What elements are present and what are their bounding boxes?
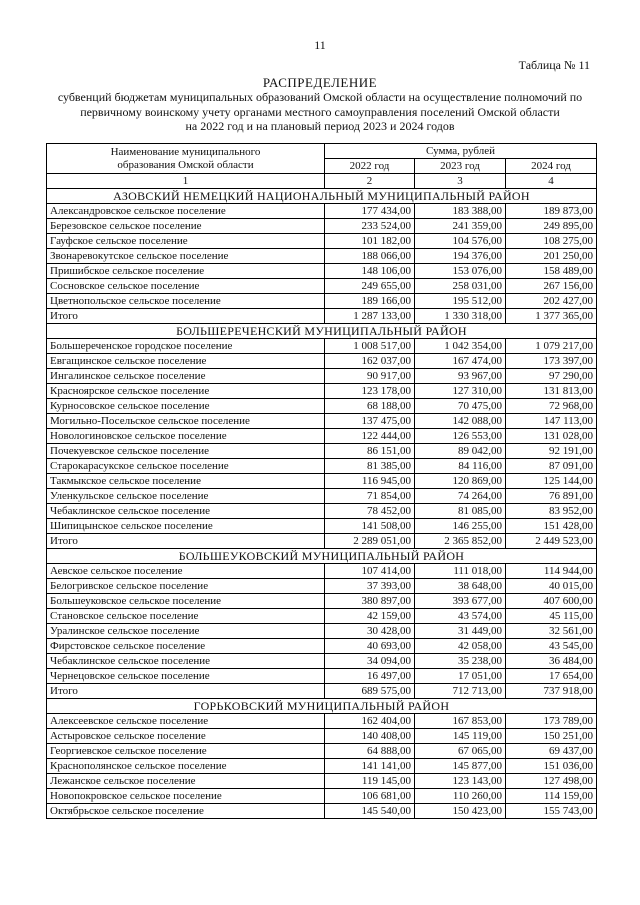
settlement-name-cell: Астыровское сельское поселение <box>47 729 325 744</box>
district-name: БОЛЬШЕУКОВСКИЙ МУНИЦИПАЛЬНЫЙ РАЙОН <box>47 549 597 564</box>
amount-cell: 140 408,00 <box>325 729 415 744</box>
settlement-name-cell: Сосновское сельское поселение <box>47 279 325 294</box>
amount-cell: 167 474,00 <box>415 354 506 369</box>
amount-cell: 123 143,00 <box>415 774 506 789</box>
table-row <box>47 669 597 684</box>
amount-cell: 146 255,00 <box>415 519 506 534</box>
amount-cell: 71 854,00 <box>325 489 415 504</box>
amount-cell: 233 524,00 <box>325 219 415 234</box>
amount-cell: 131 028,00 <box>506 429 597 444</box>
settlement-name-cell: Фирстовское сельское поселение <box>47 639 325 654</box>
table-row <box>47 444 597 459</box>
settlement-name-cell: Евгащинское сельское поселение <box>47 354 325 369</box>
amount-cell: 126 553,00 <box>415 429 506 444</box>
amount-cell: 201 250,00 <box>506 249 597 264</box>
table-row <box>47 384 597 399</box>
table-row <box>47 279 597 294</box>
amount-cell: 195 512,00 <box>415 294 506 309</box>
amount-cell: 2 449 523,00 <box>506 534 597 549</box>
settlement-name-cell: Итого <box>47 534 325 549</box>
table-row <box>47 744 597 759</box>
amount-cell: 107 414,00 <box>325 564 415 579</box>
amount-cell: 104 576,00 <box>415 234 506 249</box>
amount-cell: 84 116,00 <box>415 459 506 474</box>
amount-cell: 689 575,00 <box>325 684 415 699</box>
header-year: 2024 год <box>506 159 597 174</box>
table-row <box>47 579 597 594</box>
table-row <box>47 714 597 729</box>
amount-cell: 72 968,00 <box>506 399 597 414</box>
table-row <box>47 264 597 279</box>
table-row <box>47 369 597 384</box>
amount-cell: 173 789,00 <box>506 714 597 729</box>
settlement-name-cell: Чебаклинское сельское поселение <box>47 504 325 519</box>
settlement-name-cell: Шипицынское сельское поселение <box>47 519 325 534</box>
amount-cell: 35 238,00 <box>415 654 506 669</box>
header-col-number: 4 <box>506 174 597 189</box>
table-row <box>47 474 597 489</box>
subtitle-line: первичному воинскому учету органами местного самоуправления поселений Омской области <box>80 104 560 119</box>
amount-cell: 42 159,00 <box>325 609 415 624</box>
settlement-name-cell: Краснополянское сельское поселение <box>47 759 325 774</box>
settlement-name-cell: Уралинское сельское поселение <box>47 624 325 639</box>
amount-cell: 1 042 354,00 <box>415 339 506 354</box>
settlement-name-cell: Новопокровское сельское поселение <box>47 789 325 804</box>
amount-cell: 407 600,00 <box>506 594 597 609</box>
amount-cell: 36 484,00 <box>506 654 597 669</box>
settlement-name-cell: Гауфское сельское поселение <box>47 234 325 249</box>
amount-cell: 110 260,00 <box>415 789 506 804</box>
amount-cell: 141 141,00 <box>325 759 415 774</box>
settlement-name-cell: Итого <box>47 309 325 324</box>
amount-cell: 167 853,00 <box>415 714 506 729</box>
district-row <box>47 549 597 564</box>
amount-cell: 69 437,00 <box>506 744 597 759</box>
settlement-name-cell: Белогривское сельское поселение <box>47 579 325 594</box>
table-row <box>47 309 597 324</box>
amount-cell: 194 376,00 <box>415 249 506 264</box>
table-row <box>47 204 597 219</box>
settlement-name-cell: Старокарасукское сельское поселение <box>47 459 325 474</box>
settlement-name-cell: Звонаревокутское сельское поселение <box>47 249 325 264</box>
amount-cell: 145 877,00 <box>415 759 506 774</box>
settlement-name-cell: Чернецовское сельское поселение <box>47 669 325 684</box>
amount-cell: 150 251,00 <box>506 729 597 744</box>
table-row <box>47 759 597 774</box>
amount-cell: 712 713,00 <box>415 684 506 699</box>
document-title: РАСПРЕДЕЛЕНИЕ <box>262 75 378 90</box>
header-col-number: 1 <box>47 174 325 189</box>
amount-cell: 202 427,00 <box>506 294 597 309</box>
table-row <box>47 789 597 804</box>
amount-cell: 142 088,00 <box>415 414 506 429</box>
table-row <box>47 594 597 609</box>
amount-cell: 34 094,00 <box>325 654 415 669</box>
amount-cell: 106 681,00 <box>325 789 415 804</box>
settlement-name-cell: Цветнопольское сельское поселение <box>47 294 325 309</box>
district-name: АЗОВСКИЙ НЕМЕЦКИЙ НАЦИОНАЛЬНЫЙ МУНИЦИПАЛЬНЫЙ РАЙОН <box>47 189 597 204</box>
amount-cell: 64 888,00 <box>325 744 415 759</box>
table-row <box>47 804 597 819</box>
table-row <box>47 639 597 654</box>
header-name <box>47 144 325 174</box>
table-row <box>47 504 597 519</box>
amount-cell: 119 145,00 <box>325 774 415 789</box>
amount-cell: 1 008 517,00 <box>325 339 415 354</box>
amount-cell: 141 508,00 <box>325 519 415 534</box>
settlement-name-cell: Большереченское городское поселение <box>47 339 325 354</box>
amount-cell: 101 182,00 <box>325 234 415 249</box>
amount-cell: 188 066,00 <box>325 249 415 264</box>
amount-cell: 150 423,00 <box>415 804 506 819</box>
amount-cell: 1 330 318,00 <box>415 309 506 324</box>
amount-cell: 43 545,00 <box>506 639 597 654</box>
settlement-name-cell: Аевское сельское поселение <box>47 564 325 579</box>
settlement-name-cell: Лежанское сельское поселение <box>47 774 325 789</box>
amount-cell: 147 113,00 <box>506 414 597 429</box>
district-name: БОЛЬШЕРЕЧЕНСКИЙ МУНИЦИПАЛЬНЫЙ РАЙОН <box>47 324 597 339</box>
amount-cell: 30 428,00 <box>325 624 415 639</box>
settlement-name-cell: Октябрьское сельское поселение <box>47 804 325 819</box>
amount-cell: 78 452,00 <box>325 504 415 519</box>
amount-cell: 177 434,00 <box>325 204 415 219</box>
table-row <box>47 429 597 444</box>
amount-cell: 173 397,00 <box>506 354 597 369</box>
header-year: 2022 год <box>325 159 415 174</box>
amount-cell: 120 869,00 <box>415 474 506 489</box>
amount-cell: 158 489,00 <box>506 264 597 279</box>
header-year: 2023 год <box>415 159 506 174</box>
settlement-name-cell: Красноярское сельское поселение <box>47 384 325 399</box>
amount-cell: 380 897,00 <box>325 594 415 609</box>
amount-cell: 89 042,00 <box>415 444 506 459</box>
table-body <box>47 189 597 819</box>
amount-cell: 153 076,00 <box>415 264 506 279</box>
settlement-name-cell: Березовское сельское поселение <box>47 219 325 234</box>
settlement-name-cell: Могильно-Посельское сельское поселение <box>47 414 325 429</box>
settlement-name-cell: Такмыкское сельское поселение <box>47 474 325 489</box>
amount-cell: 114 944,00 <box>506 564 597 579</box>
amount-cell: 2 365 852,00 <box>415 534 506 549</box>
amount-cell: 258 031,00 <box>415 279 506 294</box>
amount-cell: 87 091,00 <box>506 459 597 474</box>
amount-cell: 76 891,00 <box>506 489 597 504</box>
amount-cell: 38 648,00 <box>415 579 506 594</box>
amount-cell: 737 918,00 <box>506 684 597 699</box>
table-label: Таблица № 11 <box>518 58 590 72</box>
table-row <box>47 339 597 354</box>
table-row <box>47 684 597 699</box>
settlement-name-cell: Георгиевское сельское поселение <box>47 744 325 759</box>
amount-cell: 37 393,00 <box>325 579 415 594</box>
amount-cell: 183 388,00 <box>415 204 506 219</box>
table-row <box>47 729 597 744</box>
subtitle-line: на 2022 год и на плановый период 2023 и 2024 годов <box>185 119 455 133</box>
settlement-name-cell: Уленкульское сельское поселение <box>47 489 325 504</box>
amount-cell: 43 574,00 <box>415 609 506 624</box>
amount-cell: 249 655,00 <box>325 279 415 294</box>
amount-cell: 1 377 365,00 <box>506 309 597 324</box>
settlement-name-cell: Пришибское сельское поселение <box>47 264 325 279</box>
amount-cell: 162 404,00 <box>325 714 415 729</box>
table-row <box>47 399 597 414</box>
table-row <box>47 459 597 474</box>
settlement-name-cell: Ингалинское сельское поселение <box>47 369 325 384</box>
amount-cell: 81 085,00 <box>415 504 506 519</box>
amount-cell: 31 449,00 <box>415 624 506 639</box>
document-subtitle <box>40 90 600 134</box>
amount-cell: 151 036,00 <box>506 759 597 774</box>
table-row <box>47 609 597 624</box>
settlement-name-cell: Почекуевское сельское поселение <box>47 444 325 459</box>
amount-cell: 148 106,00 <box>325 264 415 279</box>
amount-cell: 1 287 133,00 <box>325 309 415 324</box>
header-col-number: 3 <box>415 174 506 189</box>
table-row <box>47 294 597 309</box>
amount-cell: 68 188,00 <box>325 399 415 414</box>
settlement-name-cell: Итого <box>47 684 325 699</box>
table-row <box>47 534 597 549</box>
amount-cell: 32 561,00 <box>506 624 597 639</box>
district-name: ГОРЬКОВСКИЙ МУНИЦИПАЛЬНЫЙ РАЙОН <box>47 699 597 714</box>
amount-cell: 81 385,00 <box>325 459 415 474</box>
amount-cell: 241 359,00 <box>415 219 506 234</box>
amount-cell: 97 290,00 <box>506 369 597 384</box>
table-row <box>47 234 597 249</box>
amount-cell: 90 917,00 <box>325 369 415 384</box>
amount-cell: 189 166,00 <box>325 294 415 309</box>
table-row <box>47 354 597 369</box>
amount-cell: 116 945,00 <box>325 474 415 489</box>
amount-cell: 40 015,00 <box>506 579 597 594</box>
district-row <box>47 699 597 714</box>
amount-cell: 189 873,00 <box>506 204 597 219</box>
amount-cell: 86 151,00 <box>325 444 415 459</box>
amount-cell: 111 018,00 <box>415 564 506 579</box>
district-row <box>47 189 597 204</box>
table-row <box>47 654 597 669</box>
amount-cell: 40 693,00 <box>325 639 415 654</box>
amount-cell: 74 264,00 <box>415 489 506 504</box>
settlement-name-cell: Александровское сельское поселение <box>47 204 325 219</box>
header-name-line: образования Омской области <box>117 158 254 171</box>
district-row <box>47 324 597 339</box>
amount-cell: 93 967,00 <box>415 369 506 384</box>
amount-cell: 16 497,00 <box>325 669 415 684</box>
amount-cell: 145 119,00 <box>415 729 506 744</box>
amount-cell: 155 743,00 <box>506 804 597 819</box>
amount-cell: 114 159,00 <box>506 789 597 804</box>
amount-cell: 42 058,00 <box>415 639 506 654</box>
header-name-line: Наименование муниципального <box>110 145 261 158</box>
amount-cell: 151 428,00 <box>506 519 597 534</box>
header-sum: Сумма, рублей <box>325 144 597 159</box>
settlement-name-cell: Алексеевское сельское поселение <box>47 714 325 729</box>
amount-cell: 67 065,00 <box>415 744 506 759</box>
amount-cell: 1 079 217,00 <box>506 339 597 354</box>
amount-cell: 393 677,00 <box>415 594 506 609</box>
amount-cell: 127 498,00 <box>506 774 597 789</box>
amount-cell: 45 115,00 <box>506 609 597 624</box>
amount-cell: 122 444,00 <box>325 429 415 444</box>
header-col-number: 2 <box>325 174 415 189</box>
amount-cell: 137 475,00 <box>325 414 415 429</box>
amount-cell: 162 037,00 <box>325 354 415 369</box>
amount-cell: 267 156,00 <box>506 279 597 294</box>
amount-cell: 70 475,00 <box>415 399 506 414</box>
table-row <box>47 219 597 234</box>
table-row <box>47 624 597 639</box>
distribution-table <box>46 143 597 819</box>
amount-cell: 17 051,00 <box>415 669 506 684</box>
amount-cell: 17 654,00 <box>506 669 597 684</box>
amount-cell: 123 178,00 <box>325 384 415 399</box>
amount-cell: 83 952,00 <box>506 504 597 519</box>
table-row <box>47 414 597 429</box>
amount-cell: 131 813,00 <box>506 384 597 399</box>
settlement-name-cell: Большеуковское сельское поселение <box>47 594 325 609</box>
table-row <box>47 564 597 579</box>
settlement-name-cell: Чебаклинское сельское поселение <box>47 654 325 669</box>
table-row <box>47 519 597 534</box>
amount-cell: 249 895,00 <box>506 219 597 234</box>
amount-cell: 2 289 051,00 <box>325 534 415 549</box>
amount-cell: 108 275,00 <box>506 234 597 249</box>
table-row <box>47 249 597 264</box>
amount-cell: 127 310,00 <box>415 384 506 399</box>
settlement-name-cell: Курносовское сельское поселение <box>47 399 325 414</box>
settlement-name-cell: Новологиновское сельское поселение <box>47 429 325 444</box>
amount-cell: 92 191,00 <box>506 444 597 459</box>
table-row <box>47 774 597 789</box>
subtitle-line: субвенций бюджетам муниципальных образований Омской области на осуществление полномочий по <box>57 90 583 104</box>
table-row <box>47 489 597 504</box>
amount-cell: 145 540,00 <box>325 804 415 819</box>
page-number: 11 <box>314 38 326 52</box>
amount-cell: 125 144,00 <box>506 474 597 489</box>
settlement-name-cell: Становское сельское поселение <box>47 609 325 624</box>
